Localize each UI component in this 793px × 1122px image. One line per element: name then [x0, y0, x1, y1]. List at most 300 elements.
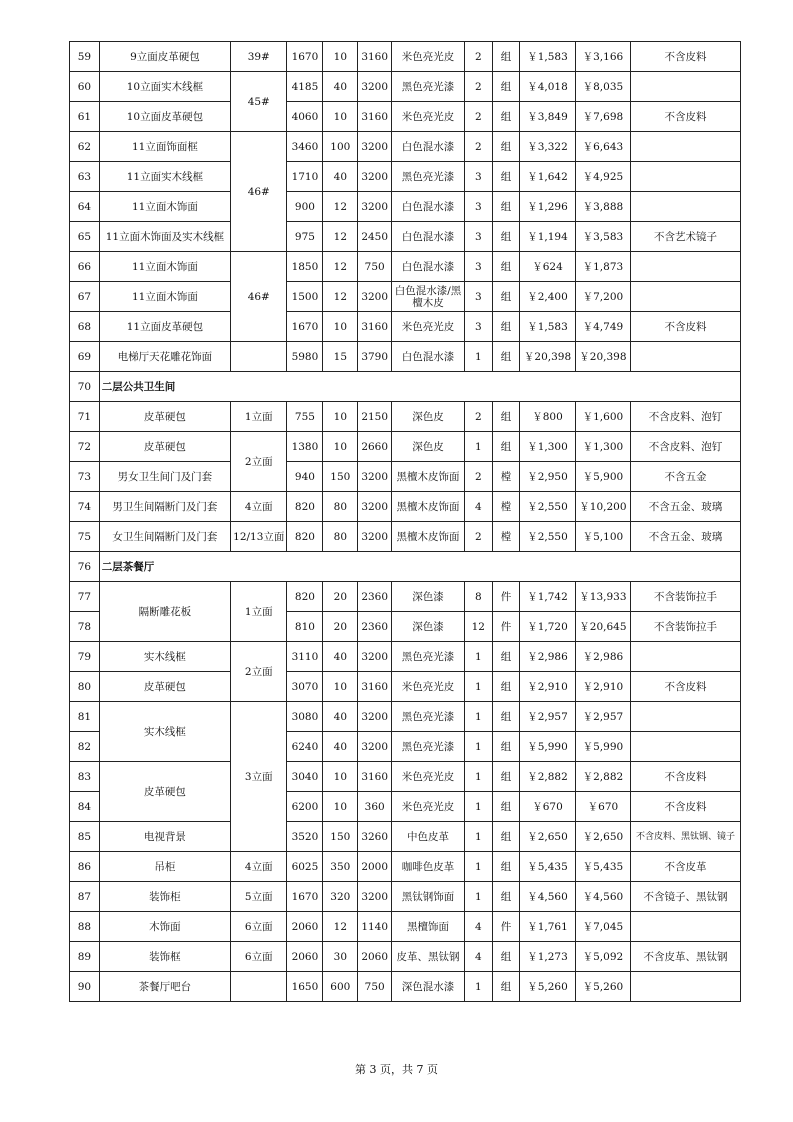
unit-price: ￥1,742: [520, 582, 575, 612]
width: 3520: [287, 822, 323, 852]
position: 46#: [231, 252, 287, 342]
total-price: ￥4,560: [575, 882, 630, 912]
unit-price: ￥1,642: [520, 162, 575, 192]
quantity: 2: [464, 462, 492, 492]
height: 2360: [358, 582, 392, 612]
unit: 樘: [492, 462, 520, 492]
row-number: 78: [70, 612, 100, 642]
unit: 组: [492, 822, 520, 852]
remark: [631, 282, 741, 312]
quantity: 3: [464, 222, 492, 252]
total-price: ￥7,045: [575, 912, 630, 942]
height: 3200: [358, 492, 392, 522]
material: 白色混水漆: [392, 252, 465, 282]
unit: 件: [492, 582, 520, 612]
table-row: [70, 882, 741, 912]
material: 米色亮光皮: [392, 312, 465, 342]
remark: [631, 132, 741, 162]
item-name: 吊柜: [99, 852, 230, 882]
depth: 10: [323, 792, 358, 822]
height: 3160: [358, 672, 392, 702]
item-name: 11立面木饰面: [99, 192, 230, 222]
unit: 组: [492, 732, 520, 762]
material: 黑色亮光漆: [392, 732, 465, 762]
position: 4立面: [231, 852, 287, 882]
unit-price: ￥1,761: [520, 912, 575, 942]
item-name: 男女卫生间门及门套: [99, 462, 230, 492]
quantity: 1: [464, 432, 492, 462]
remark: 不含镜子、黑钛钢: [631, 882, 741, 912]
unit-price: ￥4,018: [520, 72, 575, 102]
width: 3040: [287, 762, 323, 792]
quantity: 1: [464, 822, 492, 852]
material: 米色亮光皮: [392, 672, 465, 702]
unit: 组: [492, 672, 520, 702]
quantity: 2: [464, 522, 492, 552]
unit-price: ￥1,194: [520, 222, 575, 252]
section-row: [70, 372, 741, 402]
position: 1立面: [231, 582, 287, 642]
item-name: 10立面实木线框: [99, 72, 230, 102]
row-number: 79: [70, 642, 100, 672]
total-price: ￥2,650: [575, 822, 630, 852]
section-title: 二层茶餐厅: [99, 552, 740, 582]
table-row: [70, 192, 741, 222]
position: 2立面: [231, 432, 287, 492]
position: [231, 342, 287, 372]
row-number: 73: [70, 462, 100, 492]
item-name: 11立面木饰面: [99, 252, 230, 282]
item-name: 隔断雕花板: [99, 582, 230, 642]
height: 2150: [358, 402, 392, 432]
row-number: 70: [70, 372, 100, 402]
height: 3200: [358, 282, 392, 312]
width: 1670: [287, 882, 323, 912]
total-price: ￥6,643: [575, 132, 630, 162]
total-price: ￥3,888: [575, 192, 630, 222]
depth: 100: [323, 132, 358, 162]
unit: 樘: [492, 492, 520, 522]
unit-price: ￥4,560: [520, 882, 575, 912]
width: 3080: [287, 702, 323, 732]
position: 46#: [231, 132, 287, 252]
item-name: 女卫生间隔断门及门套: [99, 522, 230, 552]
depth: 10: [323, 402, 358, 432]
material: 深色漆: [392, 612, 465, 642]
unit: 组: [492, 222, 520, 252]
remark: 不含皮革: [631, 852, 741, 882]
total-price: ￥4,925: [575, 162, 630, 192]
unit-price: ￥5,435: [520, 852, 575, 882]
width: 1650: [287, 972, 323, 1002]
width: 1710: [287, 162, 323, 192]
unit-price: ￥2,400: [520, 282, 575, 312]
unit: 组: [492, 972, 520, 1002]
height: 3200: [358, 702, 392, 732]
position: 39#: [231, 42, 287, 72]
remark: 不含皮料: [631, 42, 741, 72]
table-row: [70, 282, 741, 312]
total-price: ￥5,990: [575, 732, 630, 762]
row-number: 67: [70, 282, 100, 312]
unit-price: ￥2,882: [520, 762, 575, 792]
item-name: 皮革硬包: [99, 432, 230, 462]
height: 3200: [358, 462, 392, 492]
height: 3160: [358, 762, 392, 792]
depth: 30: [323, 942, 358, 972]
width: 3110: [287, 642, 323, 672]
quantity: 4: [464, 942, 492, 972]
width: 6200: [287, 792, 323, 822]
total-price: ￥5,435: [575, 852, 630, 882]
unit-price: ￥1,273: [520, 942, 575, 972]
depth: 10: [323, 672, 358, 702]
remark: [631, 702, 741, 732]
unit-price: ￥2,650: [520, 822, 575, 852]
quantity: 1: [464, 852, 492, 882]
table-row: [70, 702, 741, 732]
row-number: 82: [70, 732, 100, 762]
table-row: [70, 972, 741, 1002]
height: 3200: [358, 192, 392, 222]
item-name: 电梯厅天花雕花饰面: [99, 342, 230, 372]
item-name: 10立面皮革硬包: [99, 102, 230, 132]
remark: 不含装饰拉手: [631, 612, 741, 642]
quantity: 2: [464, 402, 492, 432]
depth: 40: [323, 702, 358, 732]
unit-price: ￥800: [520, 402, 575, 432]
depth: 80: [323, 492, 358, 522]
width: 4185: [287, 72, 323, 102]
unit: 组: [492, 762, 520, 792]
height: 3200: [358, 132, 392, 162]
total-price: ￥1,300: [575, 432, 630, 462]
unit-price: ￥2,986: [520, 642, 575, 672]
material: 米色亮光皮: [392, 42, 465, 72]
item-name: 实木线框: [99, 642, 230, 672]
material: 深色漆: [392, 582, 465, 612]
unit: 组: [492, 882, 520, 912]
row-number: 89: [70, 942, 100, 972]
total-price: ￥2,910: [575, 672, 630, 702]
total-price: ￥1,873: [575, 252, 630, 282]
item-name: 皮革硬包: [99, 672, 230, 702]
row-number: 61: [70, 102, 100, 132]
unit-price: ￥1,300: [520, 432, 575, 462]
unit-price: ￥2,950: [520, 462, 575, 492]
depth: 350: [323, 852, 358, 882]
position: 3立面: [231, 702, 287, 852]
depth: 40: [323, 642, 358, 672]
depth: 20: [323, 582, 358, 612]
material: 黑色亮光漆: [392, 72, 465, 102]
material: 白色混水漆: [392, 132, 465, 162]
height: 3200: [358, 882, 392, 912]
unit-price: ￥1,720: [520, 612, 575, 642]
quantity: 2: [464, 132, 492, 162]
row-number: 88: [70, 912, 100, 942]
total-price: ￥5,092: [575, 942, 630, 972]
total-price: ￥13,933: [575, 582, 630, 612]
height: 2000: [358, 852, 392, 882]
quantity: 3: [464, 162, 492, 192]
material: 皮革、黑钛钢: [392, 942, 465, 972]
total-price: ￥20,645: [575, 612, 630, 642]
total-price: ￥1,600: [575, 402, 630, 432]
material: 白色混水漆: [392, 342, 465, 372]
depth: 150: [323, 822, 358, 852]
height: 2360: [358, 612, 392, 642]
unit: 组: [492, 942, 520, 972]
row-number: 69: [70, 342, 100, 372]
remark: 不含皮料、泡钉: [631, 432, 741, 462]
remark: [631, 912, 741, 942]
total-price: ￥5,900: [575, 462, 630, 492]
position: 5立面: [231, 882, 287, 912]
item-name: 实木线框: [99, 702, 230, 762]
depth: 40: [323, 732, 358, 762]
unit: 组: [492, 42, 520, 72]
unit-price: ￥1,583: [520, 42, 575, 72]
quantity: 8: [464, 582, 492, 612]
row-number: 60: [70, 72, 100, 102]
item-name: 9立面皮革硬包: [99, 42, 230, 72]
quantity: 3: [464, 282, 492, 312]
unit: 组: [492, 192, 520, 222]
material: 中色皮革: [392, 822, 465, 852]
remark: 不含皮料: [631, 102, 741, 132]
remark: [631, 162, 741, 192]
unit-price: ￥5,990: [520, 732, 575, 762]
total-price: ￥7,698: [575, 102, 630, 132]
material: 白色混水漆/黑檀木皮: [392, 282, 465, 312]
table-row: [70, 522, 741, 552]
material: 黑檀饰面: [392, 912, 465, 942]
unit-price: ￥3,849: [520, 102, 575, 132]
material: 白色混水漆: [392, 222, 465, 252]
position: 4立面: [231, 492, 287, 522]
unit-price: ￥5,260: [520, 972, 575, 1002]
row-number: 72: [70, 432, 100, 462]
row-number: 59: [70, 42, 100, 72]
material: 米色亮光皮: [392, 102, 465, 132]
unit: 组: [492, 342, 520, 372]
total-price: ￥5,260: [575, 972, 630, 1002]
depth: 10: [323, 312, 358, 342]
remark: [631, 252, 741, 282]
row-number: 86: [70, 852, 100, 882]
remark: 不含皮革、黑钛钢: [631, 942, 741, 972]
width: 755: [287, 402, 323, 432]
quantity: 2: [464, 42, 492, 72]
remark: 不含艺术镜子: [631, 222, 741, 252]
unit: 组: [492, 282, 520, 312]
total-price: ￥2,986: [575, 642, 630, 672]
height: 3200: [358, 72, 392, 102]
remark: 不含皮料: [631, 792, 741, 822]
item-name: 11立面实木线框: [99, 162, 230, 192]
table-row: [70, 222, 741, 252]
section-title: 二层公共卫生间: [99, 372, 740, 402]
item-name: 茶餐厅吧台: [99, 972, 230, 1002]
quantity: 1: [464, 882, 492, 912]
item-name: 男卫生间隔断门及门套: [99, 492, 230, 522]
table-row: [70, 72, 741, 102]
table-row: [70, 402, 741, 432]
row-number: 66: [70, 252, 100, 282]
total-price: ￥4,749: [575, 312, 630, 342]
unit-price: ￥3,322: [520, 132, 575, 162]
width: 975: [287, 222, 323, 252]
depth: 15: [323, 342, 358, 372]
unit-price: ￥20,398: [520, 342, 575, 372]
table-row: [70, 252, 741, 282]
width: 1850: [287, 252, 323, 282]
row-number: 87: [70, 882, 100, 912]
height: 3790: [358, 342, 392, 372]
position: 1立面: [231, 402, 287, 432]
row-number: 75: [70, 522, 100, 552]
width: 940: [287, 462, 323, 492]
unit: 组: [492, 72, 520, 102]
depth: 10: [323, 432, 358, 462]
unit-price: ￥2,957: [520, 702, 575, 732]
depth: 320: [323, 882, 358, 912]
remark: 不含皮料: [631, 312, 741, 342]
item-name: 皮革硬包: [99, 762, 230, 822]
width: 1670: [287, 312, 323, 342]
remark: 不含五金、玻璃: [631, 492, 741, 522]
row-number: 85: [70, 822, 100, 852]
width: 3070: [287, 672, 323, 702]
height: 2660: [358, 432, 392, 462]
quantity: 1: [464, 762, 492, 792]
row-number: 80: [70, 672, 100, 702]
table-row: [70, 762, 741, 792]
position: 6立面: [231, 912, 287, 942]
unit: 件: [492, 612, 520, 642]
height: 3260: [358, 822, 392, 852]
width: 1670: [287, 42, 323, 72]
item-name: 11立面木饰面及实木线框: [99, 222, 230, 252]
table-row: [70, 102, 741, 132]
depth: 12: [323, 222, 358, 252]
row-number: 90: [70, 972, 100, 1002]
table-row: [70, 132, 741, 162]
width: 5980: [287, 342, 323, 372]
material: 深色皮: [392, 432, 465, 462]
height: 750: [358, 972, 392, 1002]
material: 深色皮: [392, 402, 465, 432]
row-number: 77: [70, 582, 100, 612]
material: 米色亮光皮: [392, 762, 465, 792]
row-number: 65: [70, 222, 100, 252]
unit: 组: [492, 102, 520, 132]
item-name: 装饰柜: [99, 882, 230, 912]
material: 米色亮光皮: [392, 792, 465, 822]
row-number: 64: [70, 192, 100, 222]
table-row: [70, 342, 741, 372]
remark: [631, 732, 741, 762]
quantity: 2: [464, 72, 492, 102]
remark: [631, 192, 741, 222]
depth: 80: [323, 522, 358, 552]
material: 深色混水漆: [392, 972, 465, 1002]
remark: 不含皮料: [631, 762, 741, 792]
remark: 不含五金、玻璃: [631, 522, 741, 552]
width: 6240: [287, 732, 323, 762]
unit: 樘: [492, 522, 520, 552]
quotation-table: [69, 41, 741, 1002]
quantity: 1: [464, 342, 492, 372]
material: 白色混水漆: [392, 192, 465, 222]
height: 3200: [358, 162, 392, 192]
depth: 12: [323, 192, 358, 222]
material: 黑钛钢饰面: [392, 882, 465, 912]
row-number: 74: [70, 492, 100, 522]
position: 2立面: [231, 642, 287, 702]
table-row: [70, 162, 741, 192]
depth: 40: [323, 72, 358, 102]
quantity: 1: [464, 972, 492, 1002]
material: 黑檀木皮饰面: [392, 492, 465, 522]
table-row: [70, 582, 741, 612]
material: 黑色亮光漆: [392, 702, 465, 732]
unit-price: ￥1,583: [520, 312, 575, 342]
table-row: [70, 312, 741, 342]
total-price: ￥3,166: [575, 42, 630, 72]
position: [231, 972, 287, 1002]
table-row: [70, 912, 741, 942]
unit: 组: [492, 132, 520, 162]
material: 黑檀木皮饰面: [392, 462, 465, 492]
position: 12/13立面: [231, 522, 287, 552]
width: 810: [287, 612, 323, 642]
row-number: 83: [70, 762, 100, 792]
width: 1380: [287, 432, 323, 462]
total-price: ￥2,957: [575, 702, 630, 732]
item-name: 皮革硬包: [99, 402, 230, 432]
width: 820: [287, 582, 323, 612]
depth: 150: [323, 462, 358, 492]
remark: [631, 72, 741, 102]
item-name: 木饰面: [99, 912, 230, 942]
position: 45#: [231, 72, 287, 132]
table-row: [70, 492, 741, 522]
total-price: ￥7,200: [575, 282, 630, 312]
remark: 不含皮料: [631, 672, 741, 702]
width: 2060: [287, 942, 323, 972]
unit-price: ￥1,296: [520, 192, 575, 222]
quantity: 3: [464, 252, 492, 282]
remark: 不含装饰拉手: [631, 582, 741, 612]
unit-price: ￥670: [520, 792, 575, 822]
table-row: [70, 852, 741, 882]
row-number: 84: [70, 792, 100, 822]
width: 820: [287, 522, 323, 552]
width: 6025: [287, 852, 323, 882]
quantity: 1: [464, 672, 492, 702]
total-price: ￥2,882: [575, 762, 630, 792]
quantity: 3: [464, 192, 492, 222]
unit: 组: [492, 792, 520, 822]
quantity: 12: [464, 612, 492, 642]
unit-price: ￥2,910: [520, 672, 575, 702]
depth: 10: [323, 102, 358, 132]
quantity: 2: [464, 102, 492, 132]
total-price: ￥5,100: [575, 522, 630, 552]
total-price: ￥3,583: [575, 222, 630, 252]
